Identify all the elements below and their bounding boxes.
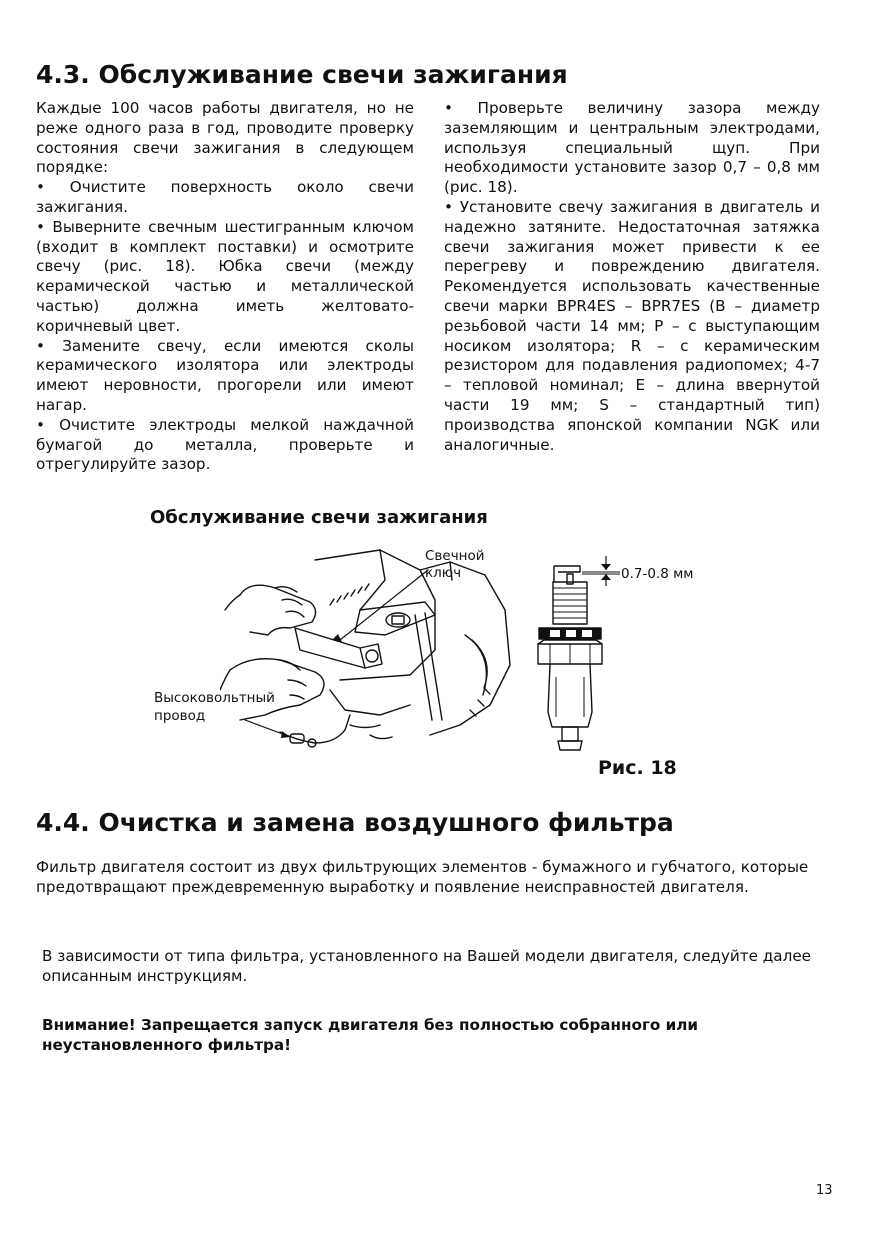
warning-text: Внимание! Запрещается запуск двигателя без полностью собранного или неустановленного фильтра! xyxy=(42,1016,699,1054)
paragraph: Каждые 100 часов работы двигателя, но не реже одного раза в год, проводите проверку состояния свечи зажигания в следующем порядке: xyxy=(36,99,414,177)
section-4-4-title: 4.4. Очистка и замена воздушного фильтра xyxy=(36,808,674,837)
bullet-item: • Выверните свечным шестигранным ключом (входит в комплект поставки) и осмотрите свечу (рис. 18). Юбка свечи (между керамической частью и металлической частью) должна иметь желтовато-коричневый цвет. xyxy=(36,217,414,335)
spark-plug-illustration xyxy=(530,552,625,757)
wrench-label: Свечной xyxy=(425,548,485,564)
gap-label: 0.7-0.8 мм xyxy=(621,566,694,582)
bullet-item: • Очистите поверхность около свечи зажигания. xyxy=(36,178,414,216)
bullet-item: • Проверьте величину зазора между заземляющим и центральным электродами, используя специальный щуп. При необходимости установите зазор 0,7 – 0,8 мм (рис. 18). xyxy=(444,99,820,197)
wrench-label: ключ xyxy=(425,565,462,581)
bullet-item: • Установите свечу зажигания в двигатель и надежно затяните. Недостаточная затяжка свечи зажигания может привести к ее перегреву и повреждению двигателя. Рекомендуется использовать качественные свечи марки BPR4ES – BPR7ES (B – диаметр резьбовой части 14 мм; P – с выступающим носиком изолятора; R – с керамическим резистором для подавления радиопомех; 4-7 – тепловой номинал; E – длина ввернутой части 19 мм; S – стандартный тип) производства японской компании NGK или аналогичные. xyxy=(444,197,820,454)
figure-caption: Рис. 18 xyxy=(598,757,677,779)
paragraph: В зависимости от типа фильтра, установленного на Вашей модели двигателя, следуйте далее описанным инструкциям. xyxy=(42,947,812,985)
figure-title: Обслуживание свечи зажигания xyxy=(150,507,488,528)
hv-wire-label: Высоковольтный xyxy=(154,690,275,706)
paragraph: Фильтр двигателя состоит из двух фильтрующих элементов - бумажного и губчатого, которые предотвращают преждевременную выработку и появление неисправностей двигателя. xyxy=(36,858,809,896)
engine-illustration xyxy=(220,540,520,758)
hv-wire-label: провод xyxy=(154,708,206,724)
section-4-3-title: 4.3. Обслуживание свечи зажигания xyxy=(36,60,568,89)
page-number: 13 xyxy=(816,1183,833,1198)
bullet-item: • Очистите электроды мелкой наждачной бумагой до металла, проверьте и отрегулируйте зазор. xyxy=(36,415,414,474)
section-4-3-left-column xyxy=(36,99,414,475)
section-4-3-right-column xyxy=(444,99,820,455)
bullet-item: • Замените свечу, если имеются сколы керамического изолятора или электроды имеют неровности, прогорели или имеют нагар. xyxy=(36,336,414,414)
